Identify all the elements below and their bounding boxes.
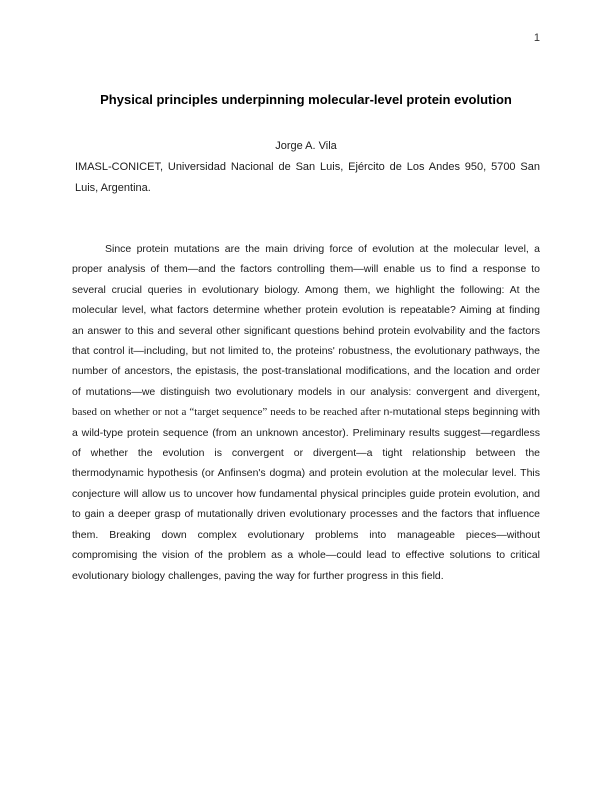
author-name: Jorge A. Vila bbox=[275, 140, 337, 152]
abstract-segment-2: n-mutational steps beginning with a wild-type protein sequence (from an unknown ancestor). Preliminary results suggest—regardless of whether the evolution is convergent or divergent—a tight relationship between the thermodynamic hypothesis (or Anfinsen's dogma) and protein evolution at the molecular level. This conjecture will allow us to uncover how fundamental physical principles guide protein evolution, and to gain a deeper grasp of mutationally driven evolutionary processes and the factors that influence them. Breaking down complex evolutionary problems into manageable pieces—without compromising the vision of the problem as a whole—could lead to effective solutions to critical evolutionary biology challenges, paving the way for further progress in this field. bbox=[72, 406, 540, 582]
abstract-segment-1: Since protein mutations are the main driving force of evolution at the molecular level, a proper analysis of them—and the factors controlling them—will enable us to find a response to several crucial queries in evolutionary biology. Among them, we highlight the following: At the molecular level, what factors determine whether protein evolution is repeatable? Aiming at finding an answer to this and several other significant questions behind protein evolvability and the factors that control it—including, but not limited to, the proteins' robustness, the evolutionary pathways, the number of ancestors, the epistasis, the post-translational modifications, and the location and order of mutations—we distinguish two evolutionary models in our analysis: convergent and bbox=[72, 243, 540, 398]
abstract-segment-serif: divergent, based on whether or not a “target sequence” needs to be reached after bbox=[72, 385, 540, 419]
abstract-paragraph bbox=[72, 239, 540, 586]
page-number: 1 bbox=[533, 32, 540, 44]
paper-title: Physical principles underpinning molecular-level protein evolution bbox=[100, 92, 512, 107]
affiliation: IMASL-CONICET, Universidad Nacional de San Luis, Ejército de Los Andes 950, 5700 San Luis, Argentina. bbox=[75, 161, 540, 194]
